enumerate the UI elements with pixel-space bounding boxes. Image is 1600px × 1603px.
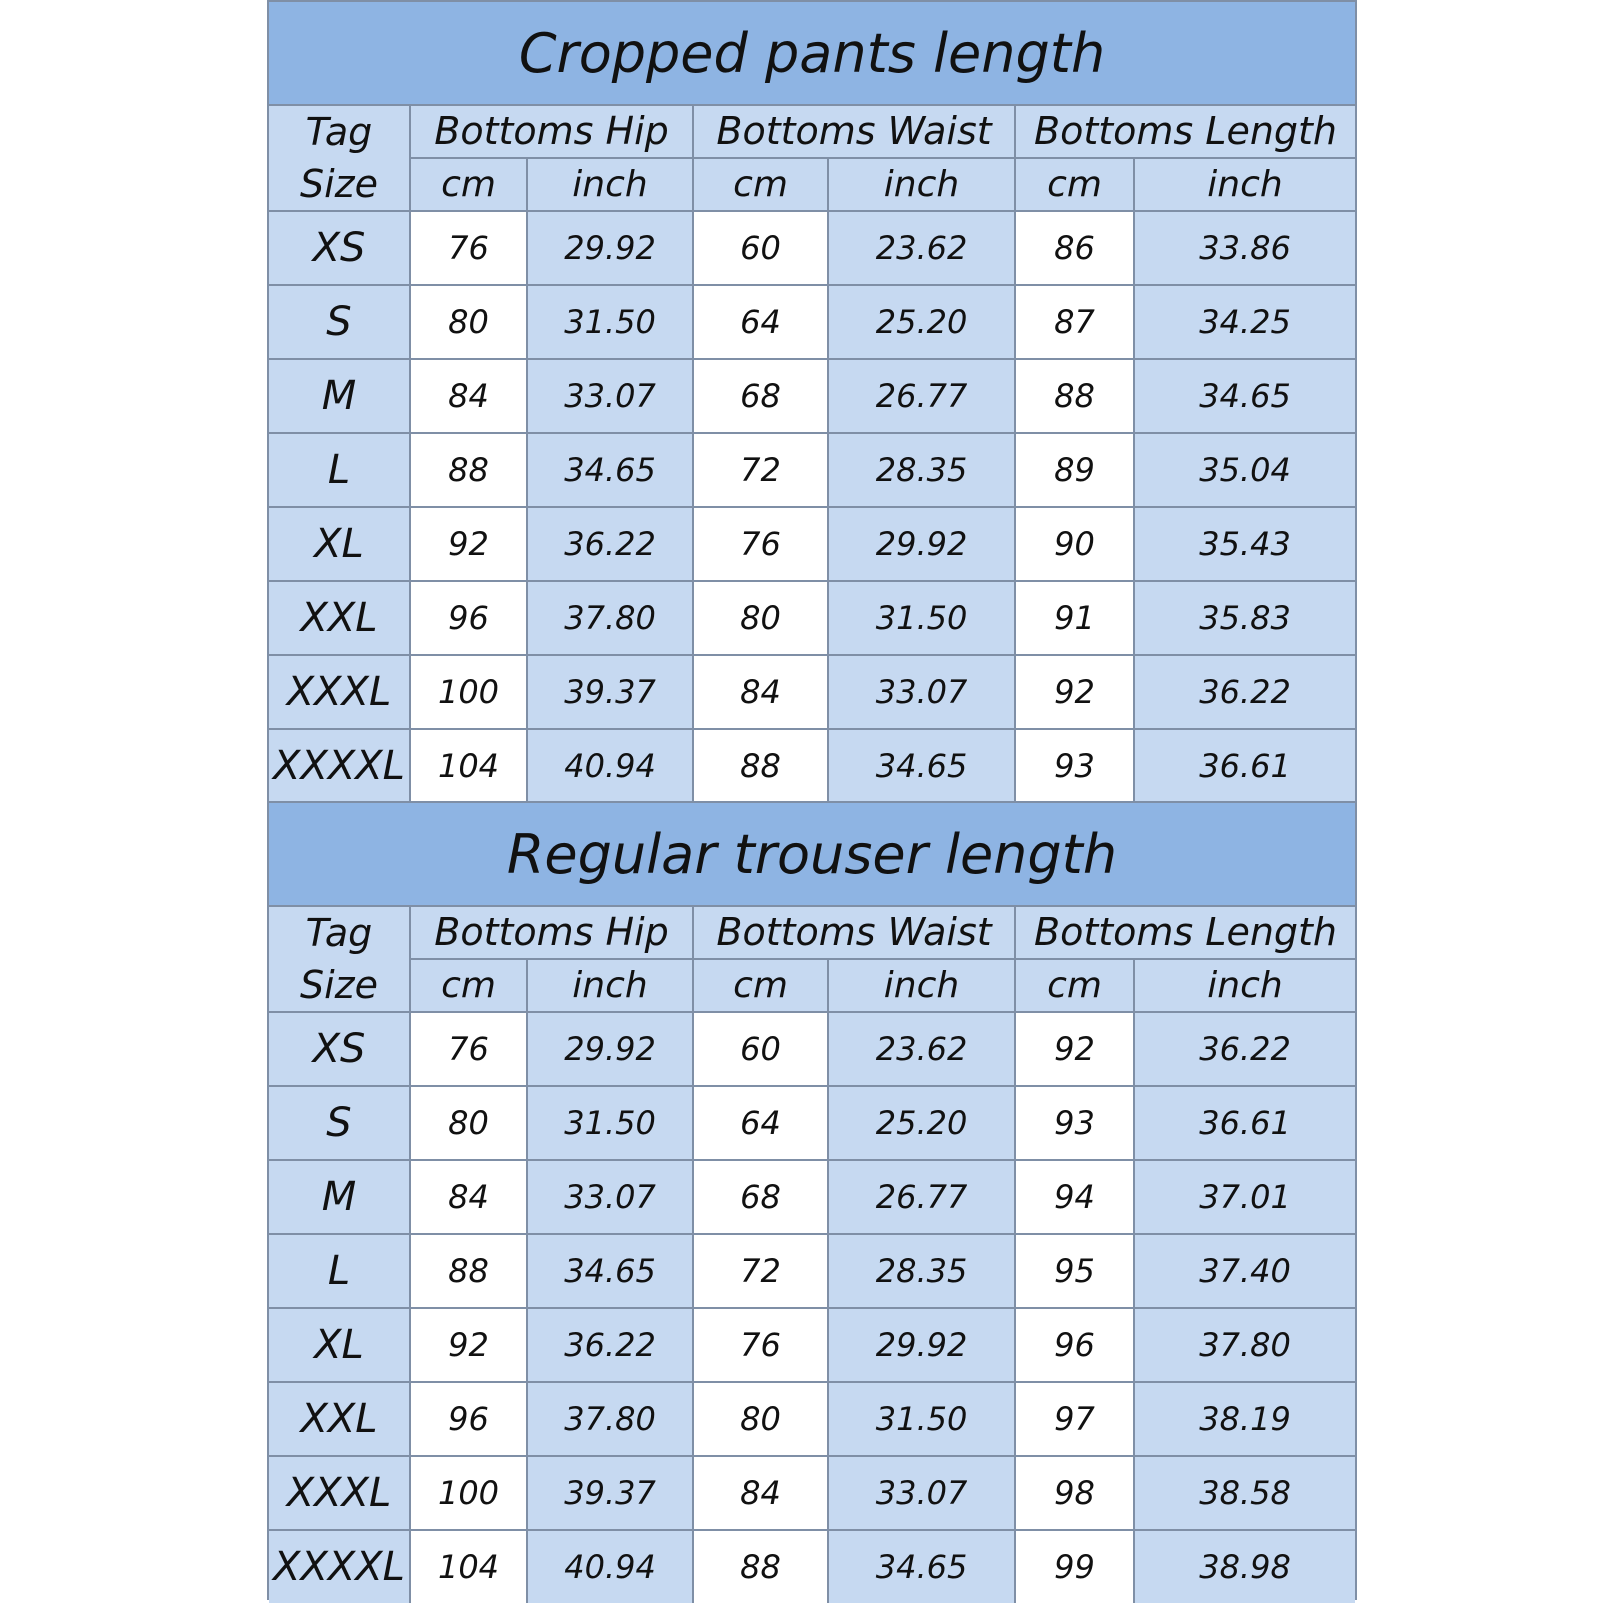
value-cell: 35.43 (1134, 507, 1355, 581)
size-cell: XL (269, 1308, 410, 1382)
value-cell: 68 (693, 359, 828, 433)
unit-header: inch (1134, 959, 1355, 1012)
value-cell: 33.07 (828, 655, 1015, 729)
tag-size-header: Tag Size (269, 106, 410, 211)
chart-title: Cropped pants length (269, 2, 1355, 106)
table-row (269, 581, 1355, 655)
table-row (269, 1456, 1355, 1530)
bottoms-waist-header: Bottoms Waist (693, 907, 1015, 959)
value-cell: 29.92 (527, 1012, 693, 1086)
value-cell: 29.92 (828, 1308, 1015, 1382)
value-cell: 72 (693, 1234, 828, 1308)
value-cell: 31.50 (828, 581, 1015, 655)
value-cell: 96 (410, 581, 527, 655)
value-cell: 80 (410, 285, 527, 359)
value-cell: 92 (410, 507, 527, 581)
bottoms-hip-header: Bottoms Hip (410, 907, 693, 959)
value-cell: 68 (693, 1160, 828, 1234)
value-cell: 36.22 (1134, 655, 1355, 729)
value-cell: 34.65 (527, 1234, 693, 1308)
value-cell: 92 (1015, 655, 1134, 729)
size-chart-cropped (267, 0, 1357, 801)
value-cell: 36.61 (1134, 729, 1355, 802)
value-cell: 26.77 (828, 359, 1015, 433)
value-cell: 37.01 (1134, 1160, 1355, 1234)
unit-header: inch (527, 959, 693, 1012)
value-cell: 84 (410, 359, 527, 433)
value-cell: 76 (410, 211, 527, 285)
value-cell: 37.80 (527, 1382, 693, 1456)
unit-header: cm (693, 158, 828, 211)
unit-header: cm (410, 158, 527, 211)
value-cell: 100 (410, 655, 527, 729)
table-row (269, 1234, 1355, 1308)
chart-title: Regular trouser length (269, 803, 1355, 907)
value-cell: 37.80 (1134, 1308, 1355, 1382)
value-cell: 31.50 (828, 1382, 1015, 1456)
value-cell: 84 (693, 655, 828, 729)
table-row (269, 1160, 1355, 1234)
value-cell: 88 (693, 1530, 828, 1603)
value-cell: 34.65 (1134, 359, 1355, 433)
value-cell: 94 (1015, 1160, 1134, 1234)
size-cell: XXL (269, 581, 410, 655)
value-cell: 96 (410, 1382, 527, 1456)
value-cell: 88 (1015, 359, 1134, 433)
value-cell: 86 (1015, 211, 1134, 285)
value-cell: 93 (1015, 729, 1134, 802)
unit-header-row (269, 158, 1355, 211)
value-cell: 33.86 (1134, 211, 1355, 285)
value-cell: 92 (1015, 1012, 1134, 1086)
bottoms-length-header: Bottoms Length (1015, 106, 1355, 158)
unit-header: inch (1134, 158, 1355, 211)
value-cell: 100 (410, 1456, 527, 1530)
size-cell: S (269, 285, 410, 359)
value-cell: 84 (410, 1160, 527, 1234)
unit-header: inch (828, 158, 1015, 211)
bottoms-waist-header: Bottoms Waist (693, 106, 1015, 158)
value-cell: 91 (1015, 581, 1134, 655)
table-row (269, 507, 1355, 581)
size-cell: XXXL (269, 1456, 410, 1530)
value-cell: 97 (1015, 1382, 1134, 1456)
table-row (269, 359, 1355, 433)
unit-header: cm (693, 959, 828, 1012)
unit-header: cm (1015, 959, 1134, 1012)
size-table (269, 907, 1355, 1603)
value-cell: 36.22 (527, 1308, 693, 1382)
value-cell: 29.92 (828, 507, 1015, 581)
size-cell: XS (269, 1012, 410, 1086)
table-row (269, 655, 1355, 729)
value-cell: 96 (1015, 1308, 1134, 1382)
value-cell: 88 (410, 1234, 527, 1308)
unit-header-row (269, 959, 1355, 1012)
size-cell: S (269, 1086, 410, 1160)
value-cell: 87 (1015, 285, 1134, 359)
value-cell: 84 (693, 1456, 828, 1530)
size-cell: XXXXL (269, 1530, 410, 1603)
size-cell: L (269, 1234, 410, 1308)
value-cell: 76 (410, 1012, 527, 1086)
value-cell: 88 (410, 433, 527, 507)
unit-header: inch (828, 959, 1015, 1012)
size-cell: L (269, 433, 410, 507)
value-cell: 38.98 (1134, 1530, 1355, 1603)
size-table (269, 106, 1355, 802)
value-cell: 31.50 (527, 1086, 693, 1160)
value-cell: 33.07 (828, 1456, 1015, 1530)
value-cell: 88 (693, 729, 828, 802)
tag-size-header: Tag Size (269, 907, 410, 1012)
unit-header: cm (1015, 158, 1134, 211)
value-cell: 38.19 (1134, 1382, 1355, 1456)
value-cell: 23.62 (828, 1012, 1015, 1086)
value-cell: 92 (410, 1308, 527, 1382)
value-cell: 60 (693, 1012, 828, 1086)
value-cell: 98 (1015, 1456, 1134, 1530)
value-cell: 40.94 (527, 1530, 693, 1603)
value-cell: 35.04 (1134, 433, 1355, 507)
value-cell: 36.22 (527, 507, 693, 581)
size-chart-regular (267, 801, 1357, 1600)
value-cell: 104 (410, 1530, 527, 1603)
unit-header: inch (527, 158, 693, 211)
value-cell: 39.37 (527, 655, 693, 729)
value-cell: 33.07 (527, 359, 693, 433)
value-cell: 33.07 (527, 1160, 693, 1234)
value-cell: 34.65 (828, 729, 1015, 802)
value-cell: 35.83 (1134, 581, 1355, 655)
size-cell: M (269, 1160, 410, 1234)
value-cell: 40.94 (527, 729, 693, 802)
value-cell: 90 (1015, 507, 1134, 581)
value-cell: 64 (693, 285, 828, 359)
value-cell: 76 (693, 1308, 828, 1382)
value-cell: 64 (693, 1086, 828, 1160)
group-header-row (269, 106, 1355, 158)
table-row (269, 285, 1355, 359)
size-cell: XXXL (269, 655, 410, 729)
unit-header: cm (410, 959, 527, 1012)
value-cell: 38.58 (1134, 1456, 1355, 1530)
value-cell: 76 (693, 507, 828, 581)
value-cell: 28.35 (828, 433, 1015, 507)
value-cell: 25.20 (828, 1086, 1015, 1160)
value-cell: 29.92 (527, 211, 693, 285)
value-cell: 99 (1015, 1530, 1134, 1603)
value-cell: 34.65 (828, 1530, 1015, 1603)
value-cell: 36.22 (1134, 1012, 1355, 1086)
value-cell: 34.25 (1134, 285, 1355, 359)
value-cell: 39.37 (527, 1456, 693, 1530)
value-cell: 25.20 (828, 285, 1015, 359)
value-cell: 37.40 (1134, 1234, 1355, 1308)
value-cell: 80 (410, 1086, 527, 1160)
size-cell: M (269, 359, 410, 433)
value-cell: 60 (693, 211, 828, 285)
size-cell: XXXXL (269, 729, 410, 802)
bottoms-hip-header: Bottoms Hip (410, 106, 693, 158)
value-cell: 23.62 (828, 211, 1015, 285)
group-header-row (269, 907, 1355, 959)
table-row (269, 1308, 1355, 1382)
table-row (269, 1012, 1355, 1086)
value-cell: 80 (693, 1382, 828, 1456)
value-cell: 104 (410, 729, 527, 802)
value-cell: 36.61 (1134, 1086, 1355, 1160)
value-cell: 26.77 (828, 1160, 1015, 1234)
value-cell: 34.65 (527, 433, 693, 507)
value-cell: 28.35 (828, 1234, 1015, 1308)
size-cell: XL (269, 507, 410, 581)
size-cell: XS (269, 211, 410, 285)
table-row (269, 1382, 1355, 1456)
size-cell: XXL (269, 1382, 410, 1456)
value-cell: 93 (1015, 1086, 1134, 1160)
table-row (269, 1086, 1355, 1160)
value-cell: 72 (693, 433, 828, 507)
table-row (269, 1530, 1355, 1603)
table-row (269, 433, 1355, 507)
table-row (269, 211, 1355, 285)
value-cell: 89 (1015, 433, 1134, 507)
value-cell: 95 (1015, 1234, 1134, 1308)
value-cell: 80 (693, 581, 828, 655)
table-row (269, 729, 1355, 802)
value-cell: 37.80 (527, 581, 693, 655)
value-cell: 31.50 (527, 285, 693, 359)
bottoms-length-header: Bottoms Length (1015, 907, 1355, 959)
